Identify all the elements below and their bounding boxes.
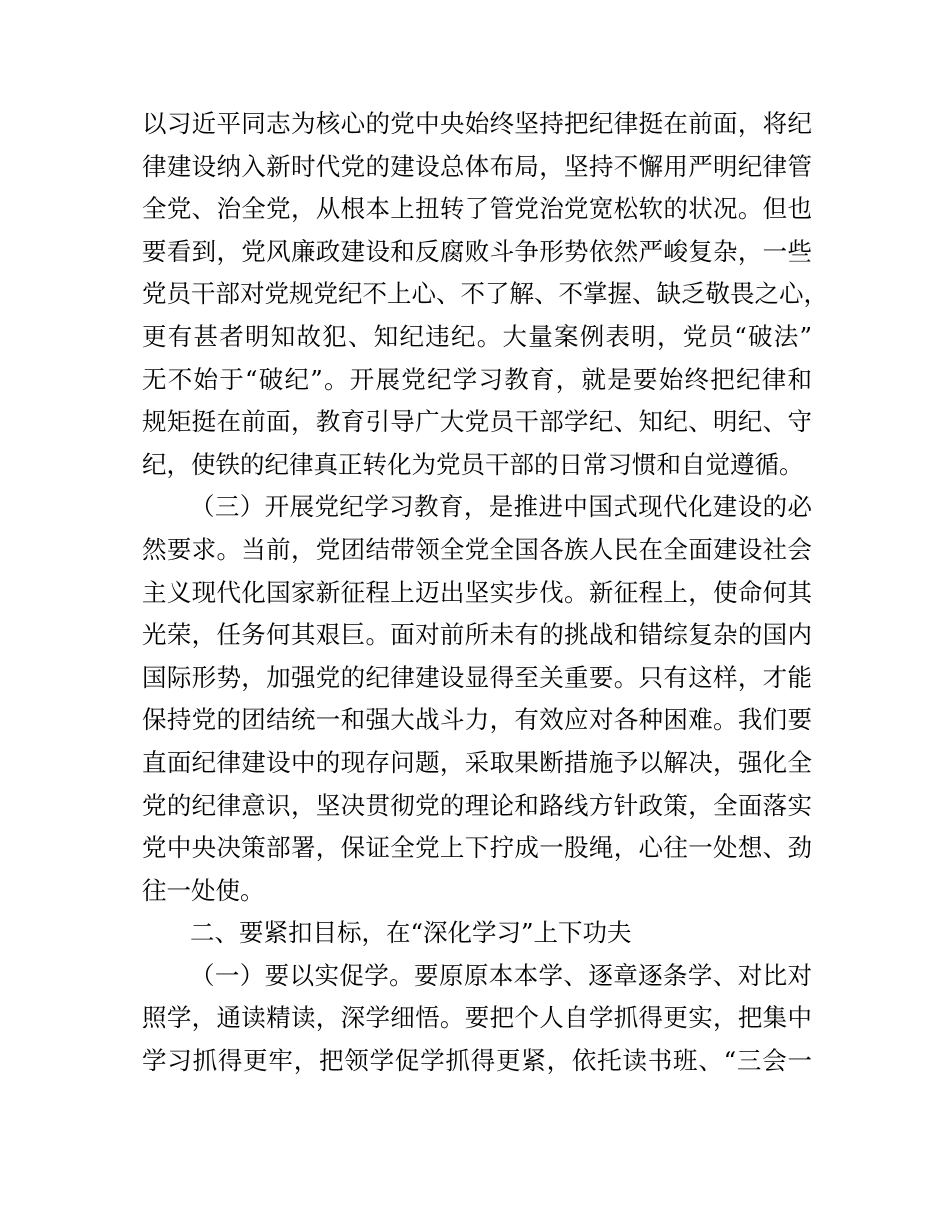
text-line: 全党、治全党，从根本上扭转了管党治党宽松软的状况。但也 (142, 194, 812, 224)
text-line: 无不始于“破纪”。开展党纪学习教育，就是要始终把纪律和 (142, 364, 812, 394)
text-line: （三）开展党纪学习教育，是推进中国式现代化建设的必 (190, 492, 812, 522)
text-line: 光荣，任务何其艰巨。面对前所未有的挑战和错综复杂的国内 (142, 620, 812, 650)
text-line: 保持党的团结统一和强大战斗力，有效应对各种困难。我们要 (142, 705, 812, 735)
text-line: 要看到，党风廉政建设和反腐败斗争形势依然严峻复杂，一些 (142, 236, 812, 266)
text-line: 律建设纳入新时代党的建设总体布局，坚持不懈用严明纪律管 (142, 151, 812, 181)
text-line: 更有甚者明知故犯、知纪违纪。大量案例表明，党员“破法” (142, 321, 812, 351)
text-line: 以习近平同志为核心的党中央始终坚持把纪律挺在前面，将纪 (142, 109, 812, 138)
text-line: 党员干部对党规党纪不上心、不了解、不掌握、缺乏敬畏之心， (142, 279, 828, 309)
text-line: 纪，使铁的纪律真正转化为党员干部的日常习惯和自觉遵循。 (142, 449, 804, 479)
section-heading (142, 912, 812, 955)
text-line: 主义现代化国家新征程上迈出坚实步伐。新征程上，使命何其 (142, 577, 812, 607)
text-line: （一）要以实促学。要原原本本学、逐章逐条学、对比对 (190, 960, 812, 990)
text-line: 党的纪律意识，坚决贯彻党的理论和路线方针政策，全面落实 (142, 790, 812, 820)
document-body (142, 103, 828, 1083)
text-line: 学习抓得更牢，把领学促学抓得更紧，依托读书班、“三会一 (142, 1046, 812, 1076)
text-line: 直面纪律建设中的现存问题，采取果断措施予以解决，强化全 (142, 747, 812, 777)
text-line: 照学，通读精读，深学细悟。要把个人自学抓得更实，把集中 (142, 1003, 812, 1033)
paragraph-1 (142, 103, 828, 486)
heading-line: 二、要紧扣目标，在“深化学习”上下功夫 (190, 918, 632, 948)
text-line: 国际形势，加强党的纪律建设显得至关重要。只有这样，才能 (142, 662, 812, 692)
paragraph-3 (142, 955, 812, 1083)
text-line: 规矩挺在前面，教育引导广大党员干部学纪、知纪、明纪、守 (142, 407, 812, 437)
text-line: 然要求。当前，党团结带领全党全国各族人民在全面建设社会 (142, 534, 812, 564)
paragraph-2 (142, 486, 812, 912)
text-line: 往一处使。 (142, 875, 265, 905)
text-line: 党中央决策部署，保证全党上下拧成一股绳，心往一处想、劲 (142, 833, 812, 863)
